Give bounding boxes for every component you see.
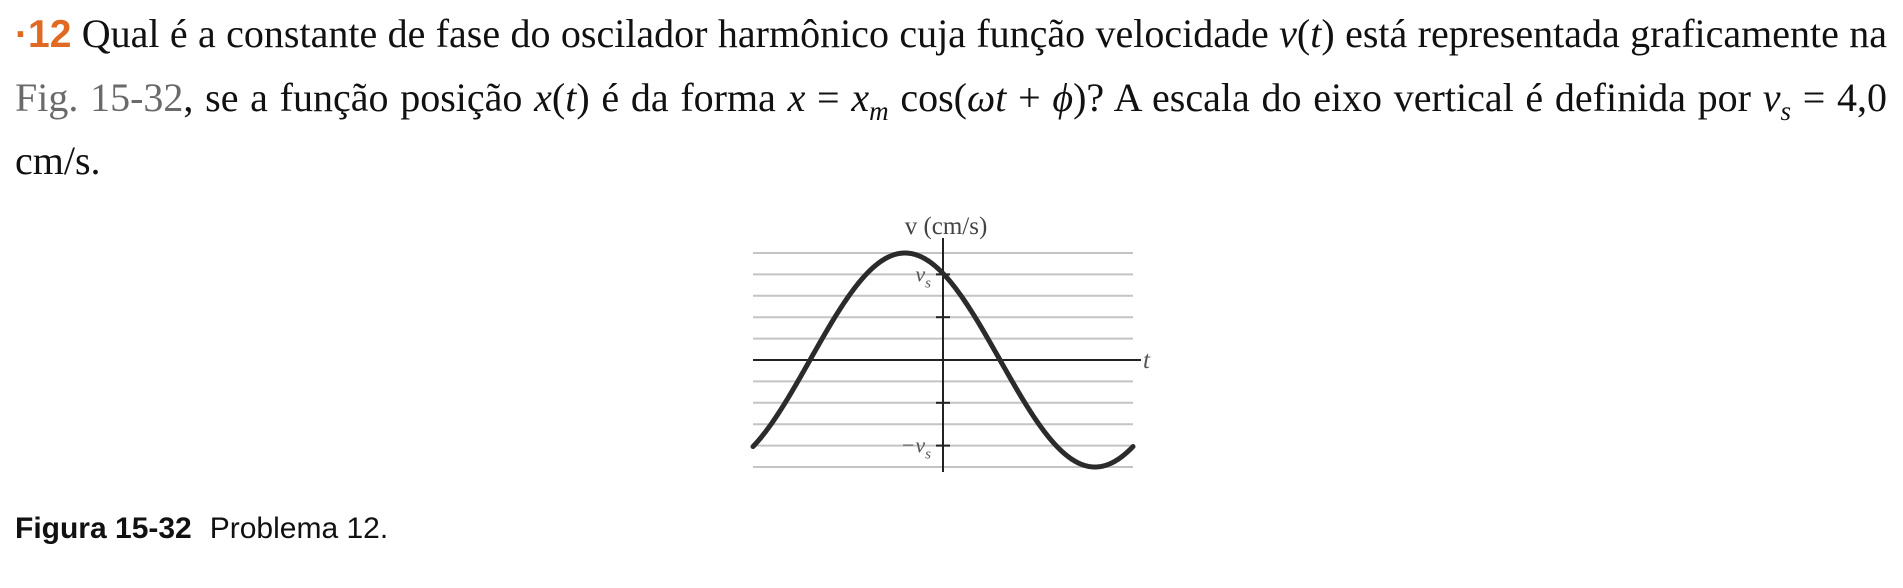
paren-open: ( (1296, 11, 1311, 56)
figure-reference-link[interactable]: Fig. 15-32 (15, 75, 184, 120)
omega-t: ωt (966, 75, 1007, 120)
tick-label-vs-main: v (915, 261, 926, 287)
var-v: v (1279, 11, 1297, 56)
problem-text: Qual é a constante de fase do oscilador harmônico cuja função velocidade (71, 11, 1280, 56)
problem-text: é da forma (589, 75, 788, 120)
paren-close: ) (1321, 11, 1335, 56)
plus-sign: + (1006, 75, 1053, 120)
tick-label-neg-vs-sub: s (925, 446, 931, 463)
tick-label-neg-vs-main: −v (900, 432, 926, 458)
tick-label-vs (915, 261, 931, 291)
var-xm: x (851, 75, 870, 120)
caption-text: Problema 12. (209, 512, 389, 545)
var-x: x (787, 75, 806, 120)
subscript-s: s (1780, 96, 1792, 126)
paren-open: ( (551, 75, 566, 120)
subscript-m: m (869, 96, 889, 126)
tick-label-neg-vs (901, 433, 932, 463)
figure-15-32 (738, 210, 1158, 480)
caption-label: Figura 15-32 (15, 512, 192, 545)
equals-sign: = (805, 75, 852, 120)
paren-close: ) (576, 75, 590, 120)
problem-statement (15, 2, 1887, 192)
figure-caption (15, 512, 388, 546)
chart-title: v (cm/s) (904, 213, 988, 240)
t-axis-label: t (1143, 347, 1150, 374)
problem-text: )? A escala do eixo vertical é definida por (1073, 75, 1763, 120)
problem-text: está representada graficamente na (1334, 11, 1887, 56)
problem-number-text: 12 (28, 13, 72, 56)
phi-symbol: ϕ (1052, 75, 1074, 120)
var-t: t (1310, 11, 1322, 56)
var-v: v (1762, 75, 1781, 120)
cos-text: cos( (888, 75, 967, 120)
var-x: x (534, 75, 552, 120)
problem-number (15, 13, 71, 56)
tick-label-vs-sub: s (925, 275, 931, 292)
problem-marker: · (15, 13, 28, 56)
problem-text: = 4,0 cm/s. (15, 75, 1888, 183)
velocity-chart (738, 210, 1158, 480)
var-t: t (565, 75, 577, 120)
problem-text: , se a função posição (183, 75, 535, 120)
